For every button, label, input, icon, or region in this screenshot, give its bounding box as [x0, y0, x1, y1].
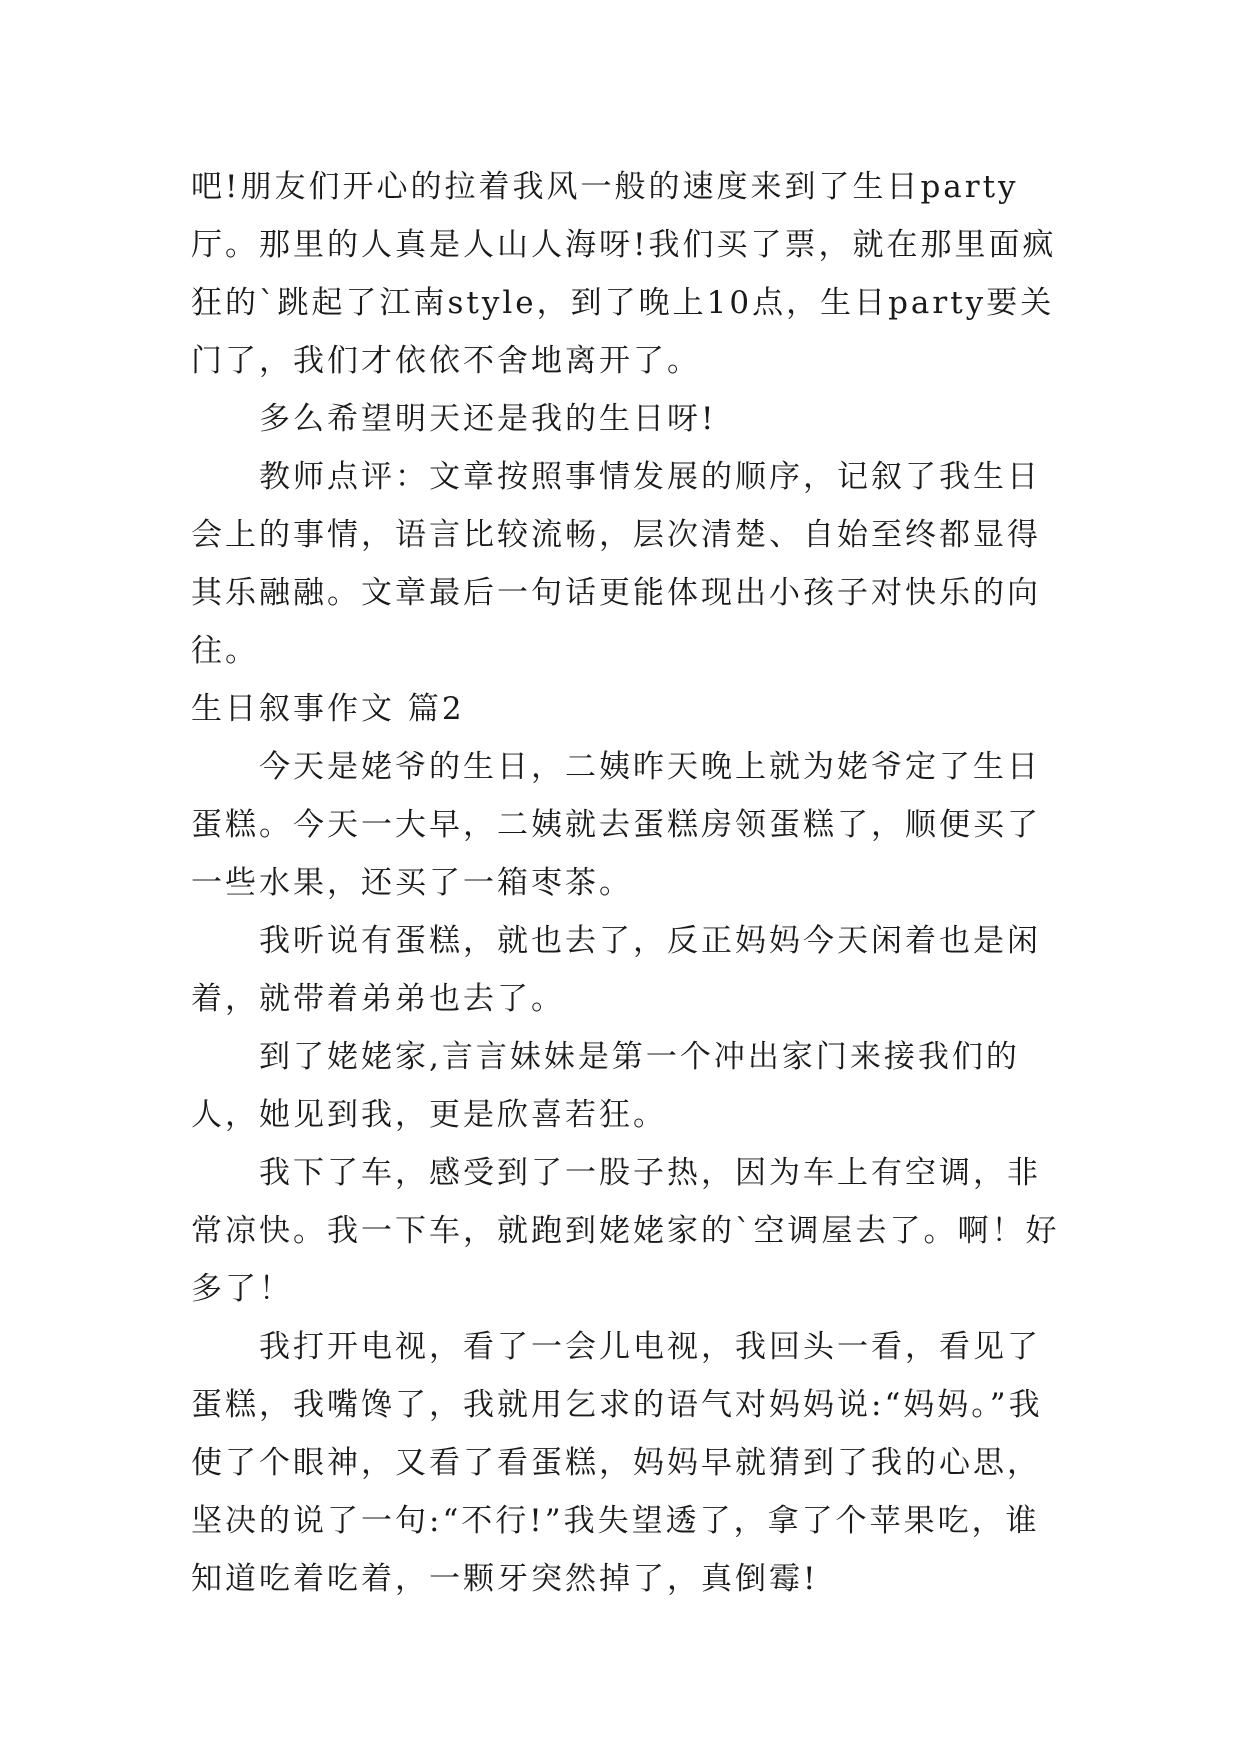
paragraph: 到了姥姥家,言言妹妹是第一个冲出家门来接我们的人，她见到我，更是欣喜若狂。	[191, 1039, 1020, 1133]
paragraph: 我听说有蛋糕，就也去了，反正妈妈今天闲着也是闲着，就带着弟弟也去了。	[191, 923, 1041, 1017]
paragraph: 吧!朋友们开心的拉着我风一般的速度来到了生日party厅。那里的人真是人山人海呀!我们买了票，就在那里面疯狂的`跳起了江南style，到了晚上10点，生日party要关门了，我们才依依不舍地离开了。	[191, 169, 1057, 379]
teacher-comment-paragraph: 教师点评：文章按照事情发展的顺序，记叙了我生日会上的事情，语言比较流畅，层次清楚、自始至终都显得其乐融融。文章最后一句话更能体现出小孩子对快乐的向往。	[191, 459, 1041, 669]
paragraph: 多么希望明天还是我的生日呀!	[259, 401, 717, 437]
paragraph: 今天是姥爷的生日，二姨昨天晚上就为姥爷定了生日蛋糕。今天一大早，二姨就去蛋糕房领蛋糕了，顺便买了一些水果，还买了一箱枣茶。	[191, 749, 1041, 901]
document-body	[191, 158, 1071, 1608]
paragraph: 我下了车，感受到了一股子热，因为车上有空调，非常凉快。我一下车，就跑到姥姥家的`空调屋去了。啊！好多了！	[191, 1155, 1060, 1307]
paragraph: 我打开电视，看了一会儿电视，我回头一看，看见了蛋糕，我嘴馋了，我就用乞求的语气对妈妈说:“妈妈。”我使了个眼神，又看了看蛋糕，妈妈早就猜到了我的心思，坚决的说了一句:“不行!”我失望透了，拿了个苹果吃，谁知道吃着吃着，一颗牙突然掉了，真倒霉!	[191, 1329, 1043, 1597]
section-heading: 生日叙事作文 篇2	[191, 691, 465, 727]
